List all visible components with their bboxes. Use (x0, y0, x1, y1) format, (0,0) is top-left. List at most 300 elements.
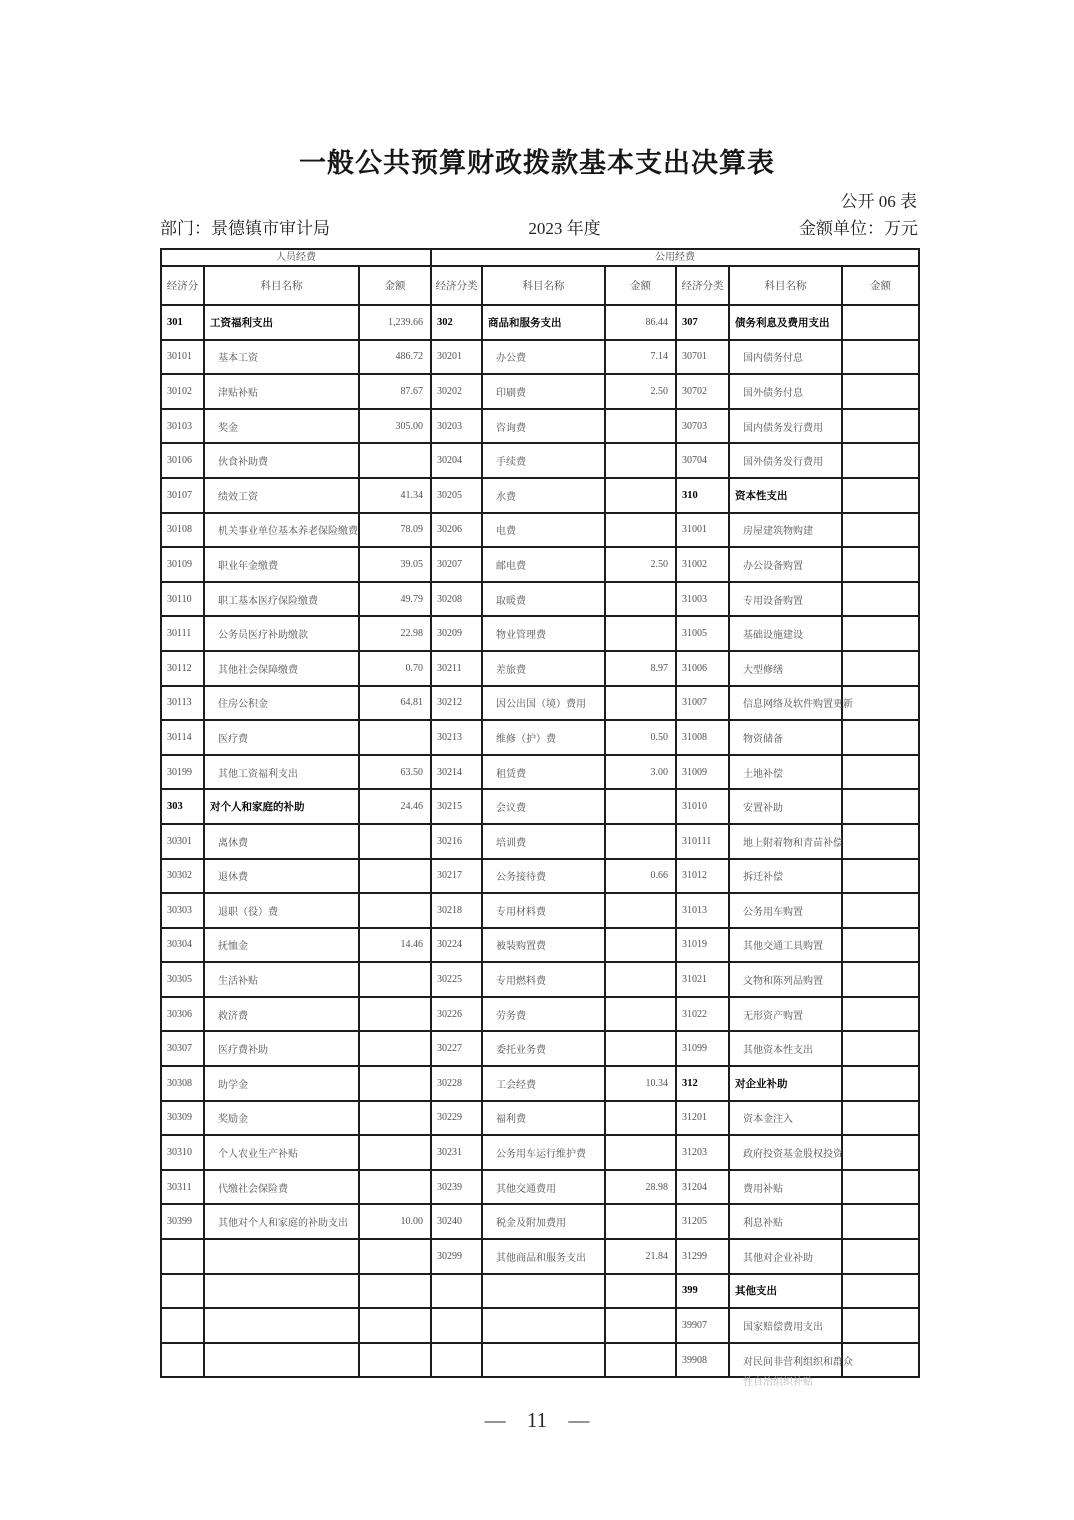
cell-subject-name: 专用设备购置 (729, 582, 842, 617)
cell-amount (605, 1101, 676, 1136)
cell-subject-name: 无形资产购置 (729, 997, 842, 1032)
cell-subject-name: 公务用车购置 (729, 893, 842, 928)
cell-econ-class-code (161, 1274, 204, 1309)
cell-econ-class-code: 30111 (161, 616, 204, 651)
cell-econ-class-code: 30112 (161, 651, 204, 686)
cell-econ-class-code: 30299 (431, 1239, 482, 1274)
cell-econ-class-code: 30110 (161, 582, 204, 617)
cell-amount (842, 443, 919, 478)
cell-econ-class-code: 30399 (161, 1204, 204, 1239)
cell-econ-class-code: 31203 (676, 1135, 729, 1170)
cell-econ-class-code: 30225 (431, 962, 482, 997)
table-row (161, 755, 919, 790)
cell-amount: 8.97 (605, 651, 676, 686)
cell-subject-name: 奖励金 (204, 1101, 359, 1136)
cell-amount (359, 824, 431, 859)
cell-amount: 22.98 (359, 616, 431, 651)
cell-subject-name: 资本性支出 (729, 478, 842, 513)
table-row (161, 824, 919, 859)
table-row (161, 374, 919, 409)
cell-amount (842, 513, 919, 548)
cell-amount (842, 859, 919, 894)
table-row (161, 1308, 919, 1343)
table-row (161, 478, 919, 513)
cell-econ-class-code: 399 (676, 1274, 729, 1309)
cell-amount (359, 1308, 431, 1343)
page-number: — 11 — (484, 1408, 590, 1432)
table-row (161, 1204, 919, 1239)
cell-subject-name: 信息网络及软件购置更新 (729, 686, 842, 721)
cell-subject-name: 商品和服务支出 (482, 305, 605, 340)
group-header-public-funds: 公用经费 (431, 249, 919, 266)
cell-subject-name: 公务员医疗补助缴款 (204, 616, 359, 651)
cell-subject-name: 资本金注入 (729, 1101, 842, 1136)
cell-amount (842, 340, 919, 375)
col-header-econ-class-1: 经济分 (161, 266, 204, 305)
cell-econ-class-code: 30202 (431, 374, 482, 409)
cell-amount (842, 720, 919, 755)
cell-subject-name (204, 1343, 359, 1378)
table-row (161, 1343, 919, 1378)
cell-amount (605, 616, 676, 651)
cell-amount (605, 1135, 676, 1170)
cell-econ-class-code: 30301 (161, 824, 204, 859)
cell-subject-name: 会议费 (482, 789, 605, 824)
cell-amount (359, 443, 431, 478)
cell-subject-name: 国外债务发行费用 (729, 443, 842, 478)
cell-subject-name: 差旅费 (482, 651, 605, 686)
cell-amount (605, 962, 676, 997)
cell-econ-class-code: 310111 (676, 824, 729, 859)
cell-econ-class-code: 30203 (431, 409, 482, 444)
table-row (161, 409, 919, 444)
cell-subject-name: 土地补偿 (729, 755, 842, 790)
cell-subject-name: 其他交通费用 (482, 1170, 605, 1205)
cell-econ-class-code: 30114 (161, 720, 204, 755)
cell-subject-name: 其他交通工具购置 (729, 928, 842, 963)
cell-subject-name: 地上附着物和青苗补偿 (729, 824, 842, 859)
cell-econ-class-code: 30207 (431, 547, 482, 582)
cell-subject-name: 其他工资福利支出 (204, 755, 359, 790)
cell-amount (605, 478, 676, 513)
cell-amount: 14.46 (359, 928, 431, 963)
cell-subject-name: 委托业务费 (482, 1031, 605, 1066)
cell-subject-name: 文物和陈列品购置 (729, 962, 842, 997)
page-title: 一般公共预算财政拨款基本支出决算表 (299, 148, 775, 178)
cell-subject-name: 安置补助 (729, 789, 842, 824)
cell-econ-class-code: 30101 (161, 340, 204, 375)
cell-econ-class-code: 31299 (676, 1239, 729, 1274)
cell-econ-class-code: 30113 (161, 686, 204, 721)
cell-amount: 87.67 (359, 374, 431, 409)
cell-subject-name: 办公费 (482, 340, 605, 375)
table-row (161, 1170, 919, 1205)
cell-econ-class-code: 30305 (161, 962, 204, 997)
cell-amount (359, 859, 431, 894)
cell-amount (842, 1101, 919, 1136)
cell-subject-name: 国家赔偿费用支出 (729, 1308, 842, 1343)
cell-subject-name: 对民间非营利组织和群众 性自治组织补贴 (729, 1343, 842, 1378)
cell-subject-name-overflow: 性自治组织补贴 (743, 1376, 813, 1388)
table-row (161, 1274, 919, 1309)
cell-amount (842, 1204, 919, 1239)
cell-subject-name: 国外债务付息 (729, 374, 842, 409)
cell-econ-class-code: 31205 (676, 1204, 729, 1239)
cell-amount (605, 789, 676, 824)
table-row (161, 513, 919, 548)
cell-amount (605, 928, 676, 963)
cell-amount (605, 1343, 676, 1378)
department-label: 部门：景德镇市审计局 (160, 219, 330, 238)
cell-amount (842, 1135, 919, 1170)
cell-amount (605, 1031, 676, 1066)
cell-amount (842, 305, 919, 340)
cell-amount (359, 962, 431, 997)
cell-subject-name: 被装购置费 (482, 928, 605, 963)
cell-econ-class-code: 30107 (161, 478, 204, 513)
cell-econ-class-code: 30308 (161, 1066, 204, 1101)
cell-amount (605, 582, 676, 617)
cell-amount: 24.46 (359, 789, 431, 824)
cell-econ-class-code: 31002 (676, 547, 729, 582)
cell-amount: 41.34 (359, 478, 431, 513)
cell-econ-class-code: 30211 (431, 651, 482, 686)
cell-econ-class-code: 30302 (161, 859, 204, 894)
cell-amount (842, 893, 919, 928)
cell-amount (359, 1170, 431, 1205)
cell-subject-name: 代缴社会保险费 (204, 1170, 359, 1205)
cell-amount: 0.66 (605, 859, 676, 894)
cell-subject-name (204, 1274, 359, 1309)
cell-econ-class-code: 30216 (431, 824, 482, 859)
cell-subject-name: 专用材料费 (482, 893, 605, 928)
cell-subject-name: 公务接待费 (482, 859, 605, 894)
cell-econ-class-code: 31013 (676, 893, 729, 928)
cell-subject-name: 税金及附加费用 (482, 1204, 605, 1239)
cell-subject-name: 取暖费 (482, 582, 605, 617)
col-header-amount-3: 金额 (842, 266, 919, 305)
cell-amount (842, 616, 919, 651)
col-header-subject-name-3: 科目名称 (729, 266, 842, 305)
cell-amount (842, 824, 919, 859)
cell-subject-name: 机关事业单位基本养老保险缴费 (204, 513, 359, 548)
cell-subject-name: 离休费 (204, 824, 359, 859)
cell-amount (359, 1031, 431, 1066)
cell-econ-class-code: 30303 (161, 893, 204, 928)
cell-subject-name: 利息补贴 (729, 1204, 842, 1239)
cell-subject-name: 其他对企业补助 (729, 1239, 842, 1274)
cell-econ-class-code (431, 1308, 482, 1343)
cell-subject-name: 基础设施建设 (729, 616, 842, 651)
cell-econ-class-code: 30208 (431, 582, 482, 617)
cell-subject-name: 工资福利支出 (204, 305, 359, 340)
cell-subject-name (204, 1239, 359, 1274)
cell-subject-name (482, 1308, 605, 1343)
cell-subject-name (482, 1274, 605, 1309)
cell-amount (842, 651, 919, 686)
col-header-amount-2: 金额 (605, 266, 676, 305)
cell-subject-name: 医疗费补助 (204, 1031, 359, 1066)
cell-subject-name: 水费 (482, 478, 605, 513)
cell-subject-name: 退职（役）费 (204, 893, 359, 928)
cell-subject-name: 助学金 (204, 1066, 359, 1101)
cell-econ-class-code: 30212 (431, 686, 482, 721)
fiscal-year-label: 2023 年度 (528, 219, 601, 238)
table-row (161, 997, 919, 1032)
cell-econ-class-code: 30218 (431, 893, 482, 928)
cell-econ-class-code: 31021 (676, 962, 729, 997)
cell-subject-name: 咨询费 (482, 409, 605, 444)
cell-subject-name: 对企业补助 (729, 1066, 842, 1101)
cell-econ-class-code (161, 1343, 204, 1378)
cell-econ-class-code: 30224 (431, 928, 482, 963)
cell-econ-class-code: 30206 (431, 513, 482, 548)
cell-amount (605, 893, 676, 928)
cell-subject-name: 电费 (482, 513, 605, 548)
cell-amount (359, 1066, 431, 1101)
cell-econ-class-code: 30199 (161, 755, 204, 790)
cell-amount: 63.50 (359, 755, 431, 790)
cell-subject-name (204, 1308, 359, 1343)
cell-econ-class-code: 31012 (676, 859, 729, 894)
table-row (161, 859, 919, 894)
cell-econ-class-code: 30227 (431, 1031, 482, 1066)
cell-amount: 7.14 (605, 340, 676, 375)
cell-subject-name: 个人农业生产补贴 (204, 1135, 359, 1170)
cell-amount: 0.50 (605, 720, 676, 755)
cell-econ-class-code: 30307 (161, 1031, 204, 1066)
table-row (161, 582, 919, 617)
cell-subject-name: 其他社会保障缴费 (204, 651, 359, 686)
cell-amount (842, 1170, 919, 1205)
cell-amount (842, 928, 919, 963)
cell-amount (605, 1274, 676, 1309)
cell-subject-name: 奖金 (204, 409, 359, 444)
cell-econ-class-code: 301 (161, 305, 204, 340)
cell-econ-class-code: 30703 (676, 409, 729, 444)
col-header-subject-name-1: 科目名称 (204, 266, 359, 305)
cell-econ-class-code: 39908 (676, 1343, 729, 1378)
cell-subject-name: 国内债务付息 (729, 340, 842, 375)
cell-econ-class-code: 31022 (676, 997, 729, 1032)
cell-subject-name: 费用补贴 (729, 1170, 842, 1205)
cell-econ-class-code: 30701 (676, 340, 729, 375)
cell-subject-name: 维修（护）费 (482, 720, 605, 755)
cell-econ-class-code: 31010 (676, 789, 729, 824)
cell-amount (842, 547, 919, 582)
cell-econ-class-code: 30205 (431, 478, 482, 513)
cell-amount: 78.09 (359, 513, 431, 548)
cell-amount (842, 1274, 919, 1309)
cell-subject-name: 其他对个人和家庭的补助支出 (204, 1204, 359, 1239)
cell-subject-name: 医疗费 (204, 720, 359, 755)
cell-econ-class-code: 30204 (431, 443, 482, 478)
cell-econ-class-code: 30106 (161, 443, 204, 478)
cell-econ-class-code: 31204 (676, 1170, 729, 1205)
cell-econ-class-code: 30108 (161, 513, 204, 548)
cell-subject-name: 邮电费 (482, 547, 605, 582)
cell-econ-class-code: 302 (431, 305, 482, 340)
cell-econ-class-code (161, 1239, 204, 1274)
cell-econ-class-code: 30240 (431, 1204, 482, 1239)
cell-amount (842, 1031, 919, 1066)
cell-econ-class-code: 30311 (161, 1170, 204, 1205)
cell-amount (842, 409, 919, 444)
cell-subject-name: 物业管理费 (482, 616, 605, 651)
cell-econ-class-code: 30702 (676, 374, 729, 409)
cell-econ-class-code: 303 (161, 789, 204, 824)
cell-econ-class-code (431, 1274, 482, 1309)
table-row (161, 720, 919, 755)
cell-econ-class-code (431, 1343, 482, 1378)
cell-subject-name: 基本工资 (204, 340, 359, 375)
cell-econ-class-code: 31001 (676, 513, 729, 548)
cell-econ-class-code: 31201 (676, 1101, 729, 1136)
cell-subject-name (482, 1343, 605, 1378)
cell-amount: 21.84 (605, 1239, 676, 1274)
table-row (161, 1135, 919, 1170)
cell-econ-class-code: 30109 (161, 547, 204, 582)
cell-econ-class-code: 312 (676, 1066, 729, 1101)
cell-econ-class-code: 31009 (676, 755, 729, 790)
cell-amount: 39.05 (359, 547, 431, 582)
table-row (161, 616, 919, 651)
cell-subject-name: 津贴补贴 (204, 374, 359, 409)
cell-econ-class-code: 31099 (676, 1031, 729, 1066)
col-header-subject-name-2: 科目名称 (482, 266, 605, 305)
meta-row (160, 214, 918, 239)
cell-amount: 1,239.66 (359, 305, 431, 340)
table-row (161, 789, 919, 824)
cell-econ-class-code: 30310 (161, 1135, 204, 1170)
cell-econ-class-code: 30102 (161, 374, 204, 409)
cell-econ-class-code: 30231 (431, 1135, 482, 1170)
cell-amount (842, 374, 919, 409)
cell-amount: 2.50 (605, 547, 676, 582)
cell-econ-class-code: 30103 (161, 409, 204, 444)
cell-amount (842, 1308, 919, 1343)
cell-subject-name: 房屋建筑物购建 (729, 513, 842, 548)
cell-amount (605, 686, 676, 721)
cell-econ-class-code: 30239 (431, 1170, 482, 1205)
cell-econ-class-code: 30228 (431, 1066, 482, 1101)
cell-econ-class-code: 31006 (676, 651, 729, 686)
cell-amount (842, 582, 919, 617)
cell-amount: 86.44 (605, 305, 676, 340)
cell-subject-name: 工会经费 (482, 1066, 605, 1101)
cell-econ-class-code: 31003 (676, 582, 729, 617)
cell-amount (605, 824, 676, 859)
cell-subject-name: 公务用车运行维护费 (482, 1135, 605, 1170)
cell-econ-class-code: 30229 (431, 1101, 482, 1136)
cell-subject-name: 职业年金缴费 (204, 547, 359, 582)
cell-econ-class-code: 30309 (161, 1101, 204, 1136)
cell-subject-name: 债务利息及费用支出 (729, 305, 842, 340)
cell-econ-class-code: 31019 (676, 928, 729, 963)
cell-econ-class-code: 30209 (431, 616, 482, 651)
cell-amount: 0.70 (359, 651, 431, 686)
cell-subject-name: 劳务费 (482, 997, 605, 1032)
col-header-econ-class-3: 经济分类 (676, 266, 729, 305)
cell-amount (842, 1343, 919, 1378)
group-header-personnel-funds: 人员经费 (161, 249, 431, 266)
table-row (161, 1066, 919, 1101)
cell-subject-name: 生活补贴 (204, 962, 359, 997)
cell-amount (842, 1066, 919, 1101)
cell-econ-class-code: 30201 (431, 340, 482, 375)
budget-table (160, 248, 920, 1388)
cell-subject-name: 其他支出 (729, 1274, 842, 1309)
table-row (161, 651, 919, 686)
cell-econ-class-code: 30213 (431, 720, 482, 755)
cell-amount: 305.00 (359, 409, 431, 444)
cell-amount (359, 1343, 431, 1378)
cell-subject-name: 职工基本医疗保险缴费 (204, 582, 359, 617)
cell-amount: 64.81 (359, 686, 431, 721)
cell-amount (842, 1239, 919, 1274)
cell-subject-name: 其他资本性支出 (729, 1031, 842, 1066)
cell-amount (359, 1135, 431, 1170)
cell-econ-class-code: 307 (676, 305, 729, 340)
cell-econ-class-code: 39907 (676, 1308, 729, 1343)
cell-econ-class-code: 310 (676, 478, 729, 513)
cell-econ-class-code: 30226 (431, 997, 482, 1032)
cell-amount (605, 409, 676, 444)
cell-amount (605, 1204, 676, 1239)
cell-amount (359, 720, 431, 755)
table-row (161, 928, 919, 963)
table-row (161, 1031, 919, 1066)
cell-subject-name: 租赁费 (482, 755, 605, 790)
cell-amount: 28.98 (605, 1170, 676, 1205)
cell-subject-name: 印刷费 (482, 374, 605, 409)
cell-amount (359, 893, 431, 928)
cell-subject-name: 对个人和家庭的补助 (204, 789, 359, 824)
cell-subject-name: 伙食补助费 (204, 443, 359, 478)
table-row (161, 893, 919, 928)
cell-econ-class-code: 30215 (431, 789, 482, 824)
cell-amount (842, 962, 919, 997)
table-row (161, 547, 919, 582)
table-row (161, 443, 919, 478)
cell-econ-class-code: 30214 (431, 755, 482, 790)
cell-amount (605, 997, 676, 1032)
cell-subject-name: 专用燃料费 (482, 962, 605, 997)
table-row (161, 1239, 919, 1274)
cell-econ-class-code: 30304 (161, 928, 204, 963)
cell-econ-class-code: 31007 (676, 686, 729, 721)
cell-subject-name: 政府投资基金股权投资 (729, 1135, 842, 1170)
cell-amount (842, 478, 919, 513)
cell-amount: 2.50 (605, 374, 676, 409)
budget-table-body (161, 305, 919, 1388)
cell-amount: 10.34 (605, 1066, 676, 1101)
cell-subject-name: 培训费 (482, 824, 605, 859)
cell-amount (842, 755, 919, 790)
cell-econ-class-code: 31008 (676, 720, 729, 755)
cell-amount (605, 513, 676, 548)
cell-econ-class-code: 31005 (676, 616, 729, 651)
col-header-econ-class-2: 经济分类 (431, 266, 482, 305)
cell-econ-class-code: 30217 (431, 859, 482, 894)
cell-subject-name: 大型修缮 (729, 651, 842, 686)
table-row (161, 686, 919, 721)
cell-amount: 10.00 (359, 1204, 431, 1239)
cell-amount: 486.72 (359, 340, 431, 375)
cell-econ-class-code: 30704 (676, 443, 729, 478)
cell-subject-name: 物资储备 (729, 720, 842, 755)
amount-unit-label: 金额单位：万元 (799, 219, 918, 238)
